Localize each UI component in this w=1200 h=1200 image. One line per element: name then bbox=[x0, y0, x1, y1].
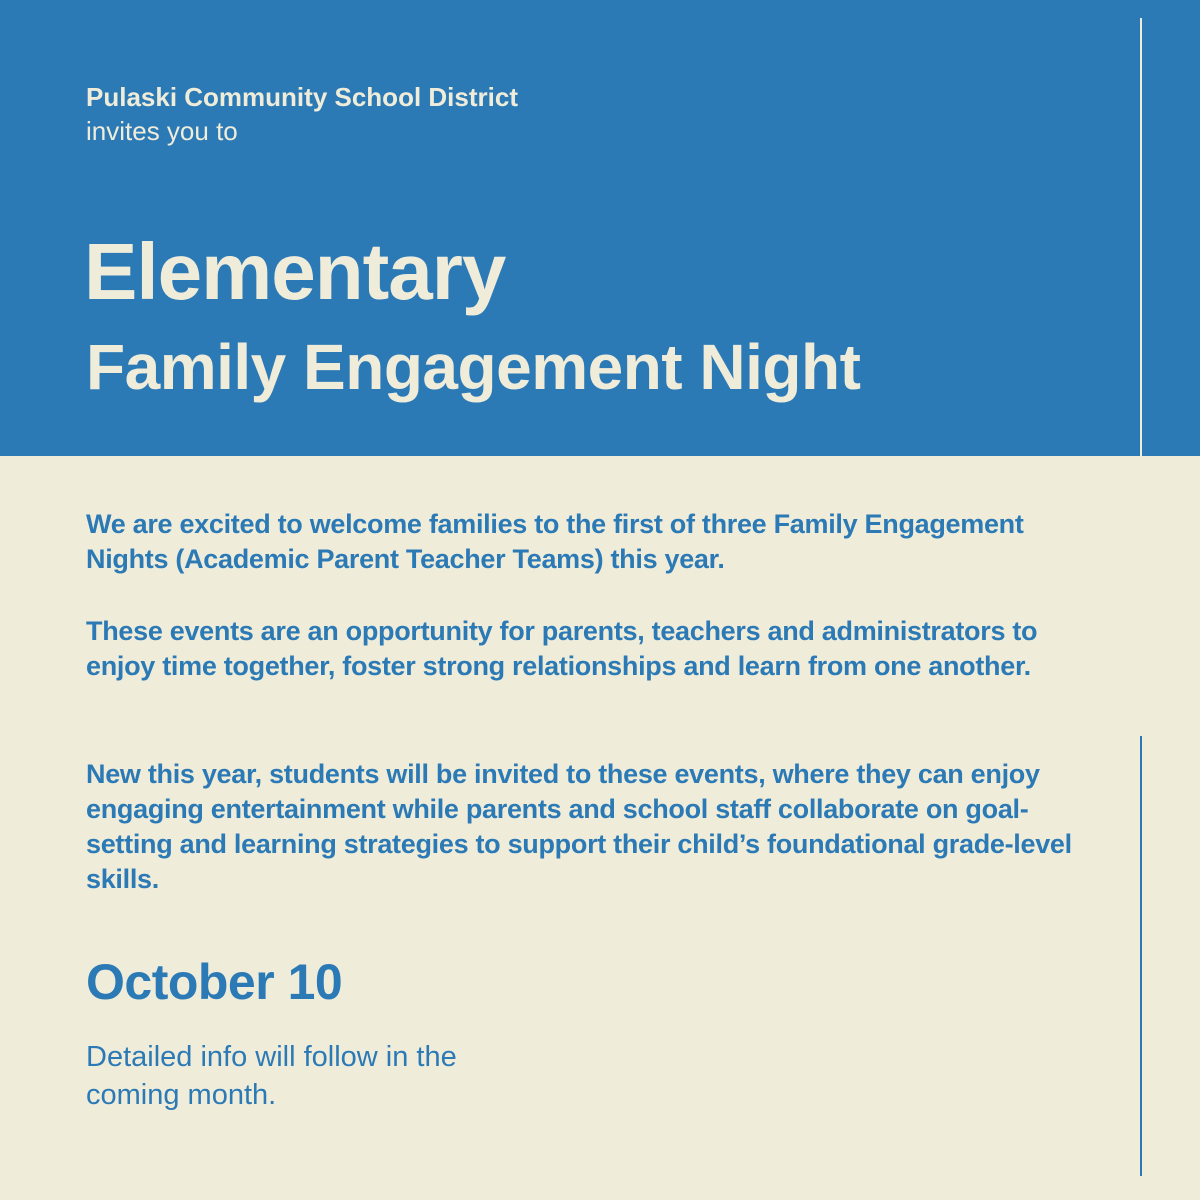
event-title-line2: Family Engagement Night bbox=[86, 331, 861, 403]
organization-name: Pulaski Community School District bbox=[86, 82, 518, 112]
decorative-divider-bottom bbox=[1140, 736, 1142, 1176]
invite-line: invites you to bbox=[86, 116, 238, 146]
purpose-paragraph: These events are an opportunity for parents, teachers and administrators to enjoy time together, foster strong relationships and learn from one another. bbox=[86, 616, 1038, 681]
event-date: October 10 bbox=[86, 954, 343, 1010]
intro-paragraph: We are excited to welcome families to the first of three Family Engagement Nights (Academic Parent Teacher Teams) this year. bbox=[86, 509, 1024, 574]
detail-note: Detailed info will follow in the coming month. bbox=[86, 1041, 457, 1111]
event-title-line1: Elementary bbox=[84, 227, 506, 316]
decorative-divider-top bbox=[1140, 18, 1142, 456]
students-paragraph: New this year, students will be invited to these events, where they can enjoy engaging entertainment while parents and school staff collaborate on goal-setting and learning strategies to support their child’s foundational grade-level skills. bbox=[86, 759, 1072, 894]
